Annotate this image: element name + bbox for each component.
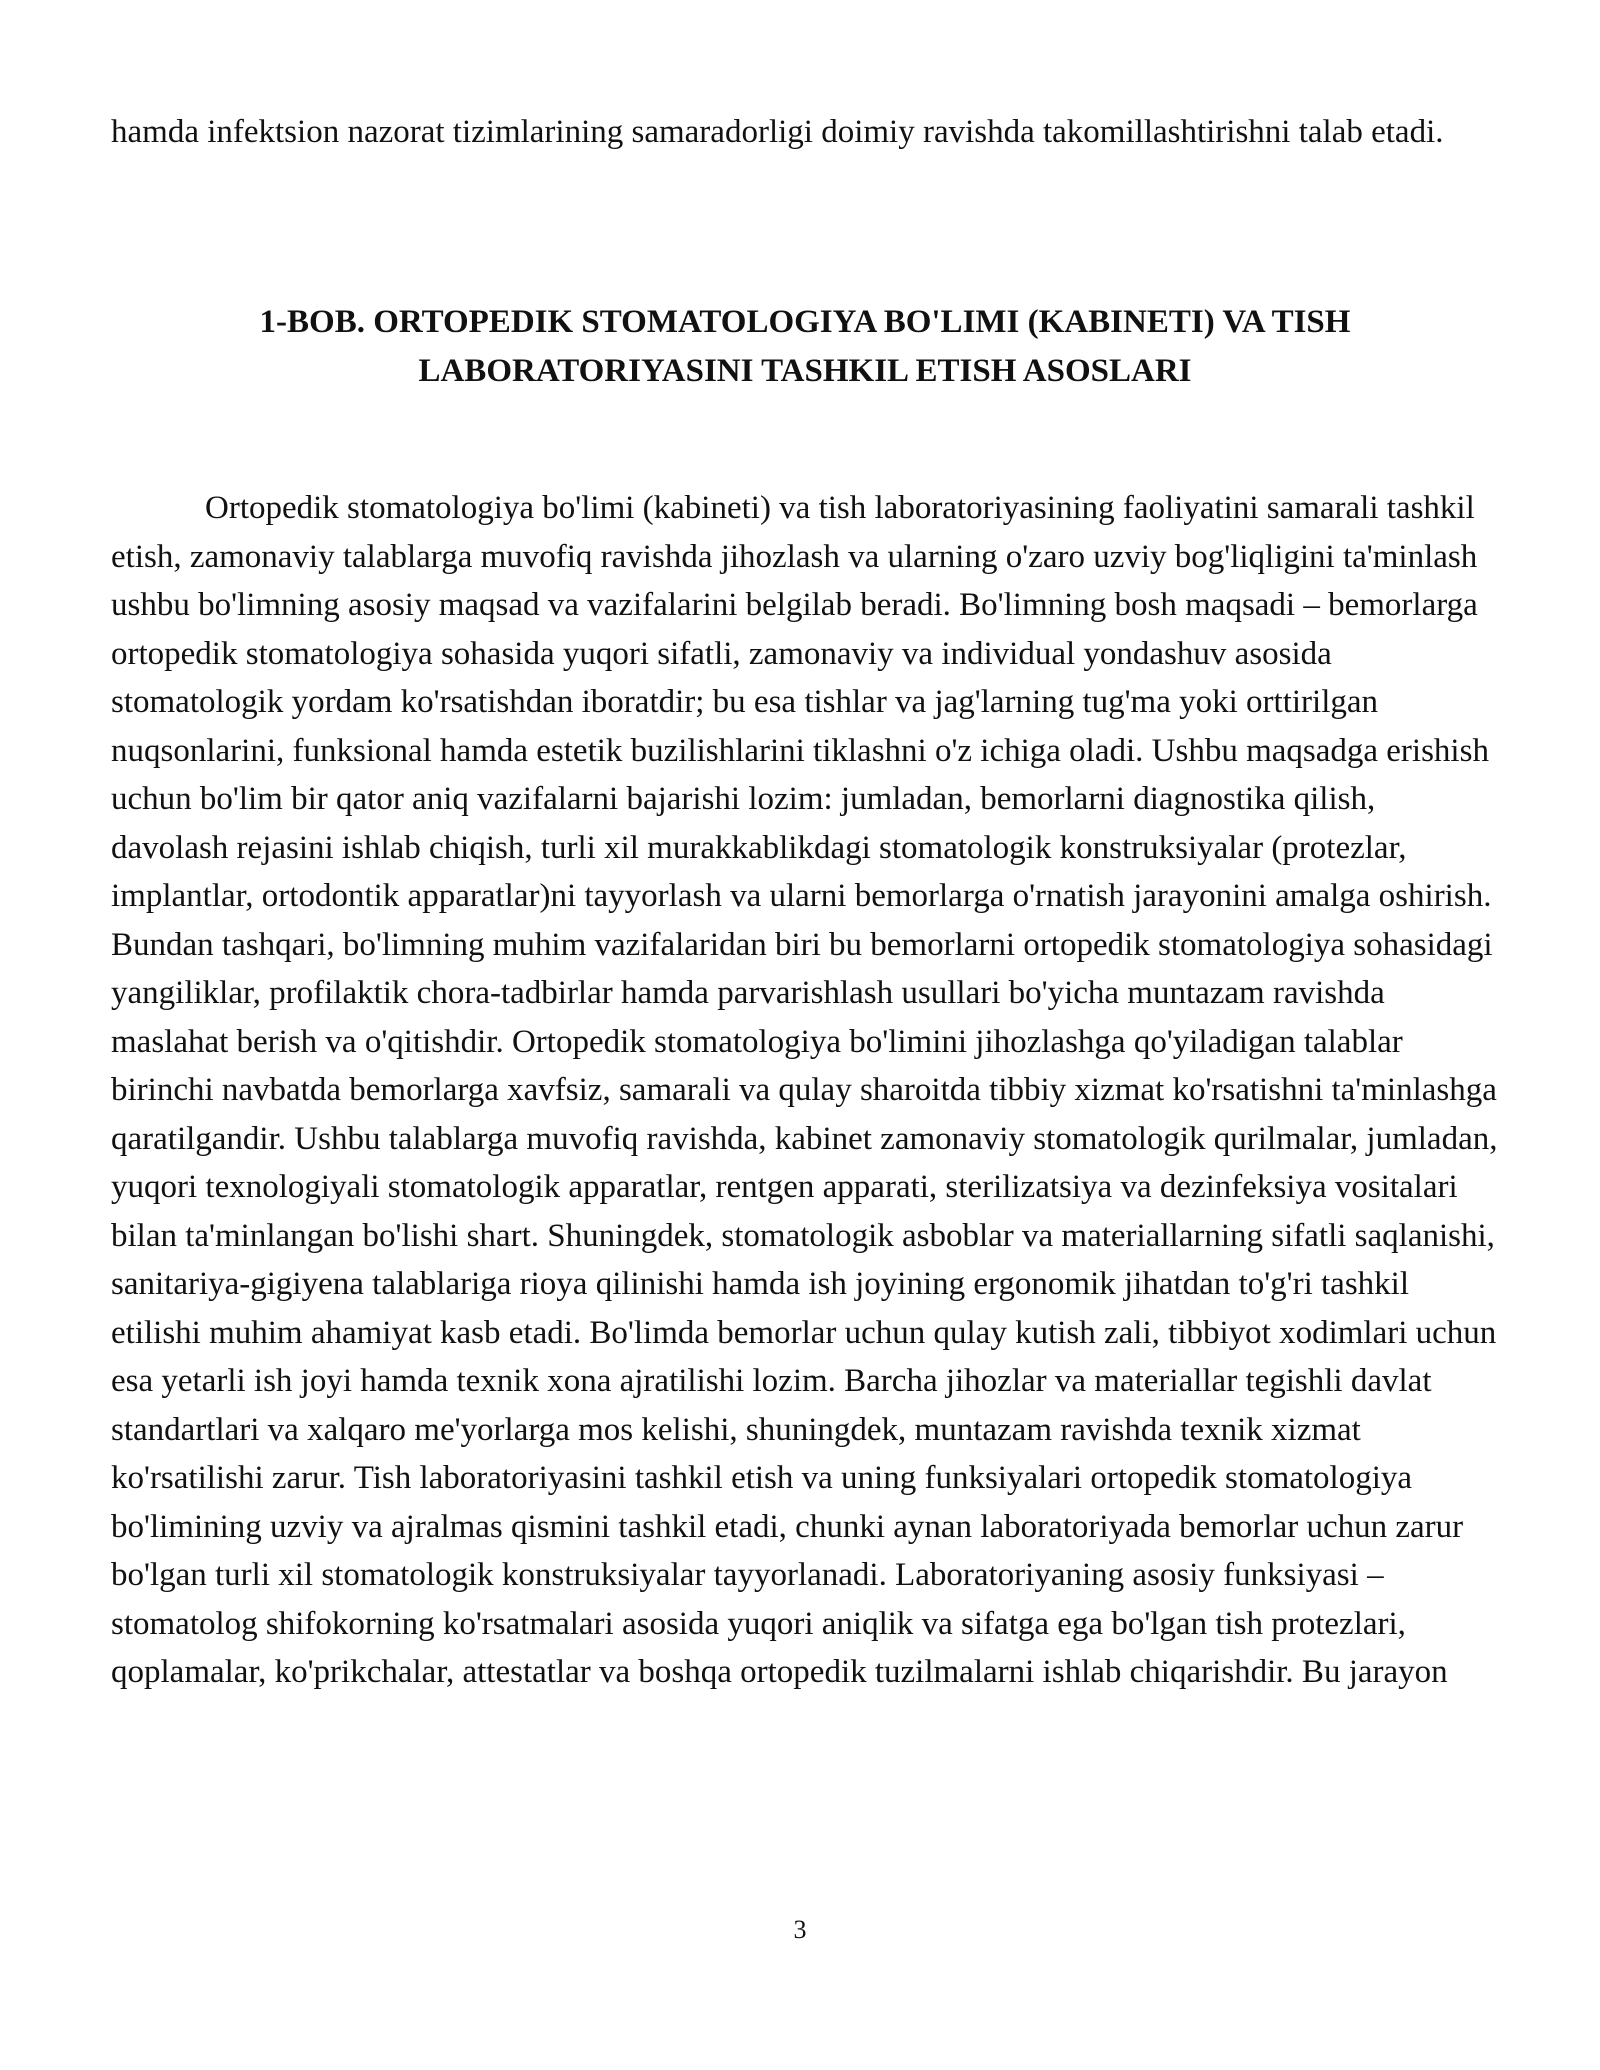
page-number: 3 [793,1915,807,1944]
body-paragraph: Ortopedik stomatologiya bo'limi (kabineti) va tish laboratoriyasining faoliyatini samarali tashkil etish, zamonaviy talablarga muvofiq ravishda jihozlash va ularning o'zaro uzviy bog'liqligini ta'minlash ushbu bo'limning asosiy maqsad va vazifalarini belgilab beradi. Bo'limning bosh maqsadi – bemorlarga ortopedik stomatologiya sohasida yuqori sifatli, zamonaviy va individual yondashuv asosida stomatologik yordam ko'rsatishdan iboratdir; bu esa tishlar va jag'larning tug'ma yoki orttirilgan nuqsonlarini, funksional hamda estetik buzilishlarini tiklashni o'z ichiga oladi. Ushbu maqsadga erishish uchun bo'lim bir qator aniq vazifalarni bajarishi lozim: jumladan, bemorlarni diagnostika qilish, davolash rejasini ishlab chiqish, turli xil murakkablikdagi stomatologik konstruksiyalar (protezlar, implantlar, ortodontik apparatlar)ni tayyorlash va ularni bemorlarga o'rnatish jarayonini amalga oshirish. Bundan tashqari, bo'limning muhim vazifalaridan biri bu bemorlarni ortopedik stomatologiya sohasidagi yangiliklar, profilaktik chora-tadbirlar hamda parvarishlash usullari bo'yicha muntazam ravishda maslahat berish va o'qitishdir. Ortopedik stomatologiya bo'limini jihozlashga qo'yiladigan talablar birinchi navbatda bemorlarga xavfsiz, samarali va qulay sharoitda tibbiy xizmat ko'rsatishni ta'minlashga qaratilgandir. Ushbu talablarga muvofiq ravishda, kabinet zamonaviy stomatologik qurilmalar, jumladan, yuqori texnologiyali stomatologik apparatlar, rentgen apparati, sterilizatsiya va dezinfeksiya vositalari bilan ta'minlangan bo'lishi shart. Shuningdek, stomatologik asboblar va materiallarning sifatli saqlanishi, sanitariya-gigiyena talablariga rioya qilinishi hamda ish joyining ergonomik jihatdan to'g'ri tashkil etilishi muhim ahamiyat kasb etadi. Bo'limda bemorlar uchun qulay kutish zali, tibbiyot xodimlari uchun esa yetarli ish joyi hamda texnik xona ajratilishi lozim. Barcha jihozlar va materiallar tegishli davlat standartlari va xalqaro me'yorlarga mos kelishi, shuningdek, muntazam ravishda texnik xizmat ko'rsatilishi zarur. Tish laboratoriyasini tashkil etish va uning funksiyalari ortopedik stomatologiya bo'limining uzviy va ajralmas qismini tashkil etadi, chunki aynan laboratoriyada bemorlar uchun zarur bo'lgan turli xil stomatologik konstruksiyalar tayyorlanadi. Laboratoriyaning asosiy funksiyasi – stomatolog shifokorning ko'rsatmalari asosida yuqori aniqlik va sifatga ega bo'lgan tish protezlari, qoplamalar, ko'prikchalar, attestatlar va boshqa ortopedik tuzilmalarni ishlab chiqarishdir. Bu jarayon [111,490,1498,1690]
lead-paragraph: hamda infektsion nazorat tizimlarining samaradorligi doimiy ravishda takomillashtirishni talab etadi. [111,114,1444,150]
chapter-title: 1-BOB. ORTOPEDIK STOMATOLOGIYA BO'LIMI (KABINETI) VA TISH LABORATORIYASINI TASHKIL ETISH ASOSLARI [259,304,1351,389]
